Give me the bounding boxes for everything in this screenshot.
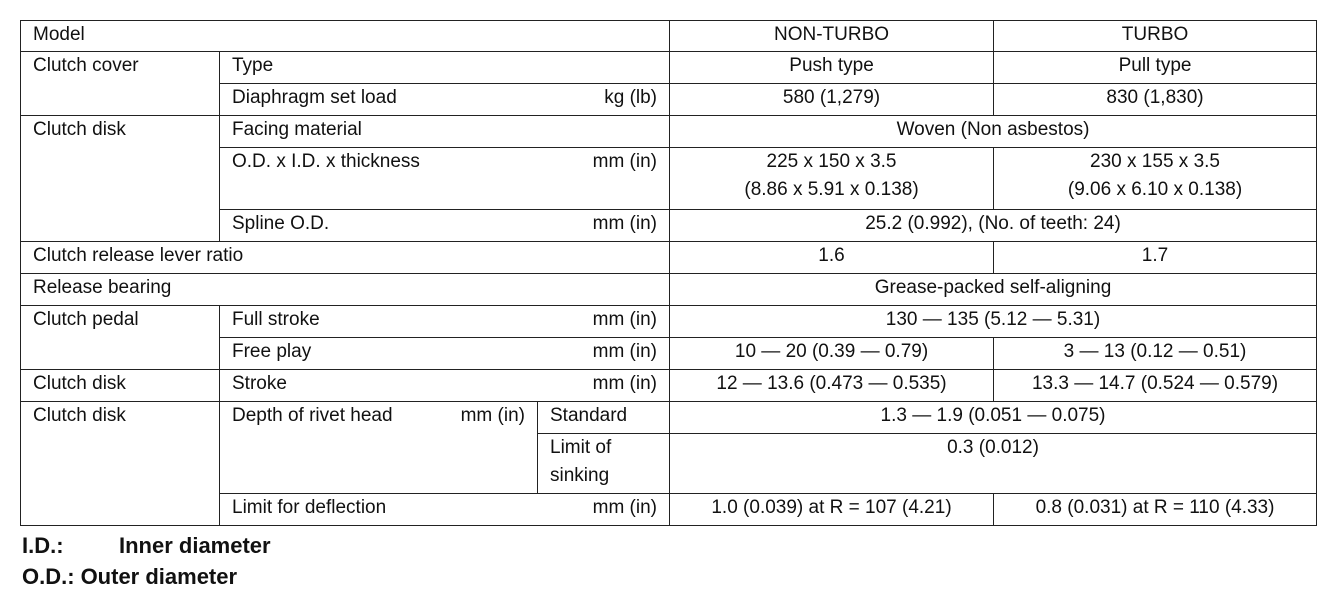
release-lever-label: Clutch release lever ratio <box>21 242 670 274</box>
facing-label: Facing material <box>220 116 670 148</box>
set-load-unit: kg (lb) <box>604 87 658 108</box>
note-id-key: I.D.: <box>22 533 64 558</box>
free-play-cell <box>220 338 670 370</box>
note-od-key: O.D.: <box>22 564 75 589</box>
standard-label: Standard <box>538 402 670 434</box>
dims-turbo <box>994 148 1317 210</box>
deflection-turbo: 0.8 (0.031) at R = 110 (4.33) <box>994 494 1317 526</box>
rivet-unit: mm (in) <box>460 405 525 426</box>
clutch-disk-rivet-label: Clutch disk <box>21 402 220 526</box>
stroke-non-turbo: 12 — 13.6 (0.473 — 0.535) <box>670 370 994 402</box>
release-lever-turbo: 1.7 <box>994 242 1317 274</box>
table-row <box>21 306 1317 338</box>
free-play-unit: mm (in) <box>592 341 658 362</box>
type-non-turbo: Push type <box>670 52 994 84</box>
dims-turbo-line2: (9.06 x 6.10 x 0.138) <box>1067 179 1243 200</box>
clutch-disk-label: Clutch disk <box>21 116 220 242</box>
clutch-cover-label: Clutch cover <box>21 52 220 116</box>
rivet-cell <box>220 402 538 494</box>
type-label: Type <box>220 52 670 84</box>
full-stroke-label: Full stroke <box>232 309 320 330</box>
spline-label: Spline O.D. <box>232 213 330 234</box>
deflection-non-turbo: 1.0 (0.039) at R = 107 (4.21) <box>670 494 994 526</box>
limit-sinking-label <box>538 434 670 494</box>
clutch-pedal-label: Clutch pedal <box>21 306 220 370</box>
limit-sinking-value: 0.3 (0.012) <box>670 434 1317 494</box>
table-row <box>21 242 1317 274</box>
release-lever-non-turbo: 1.6 <box>670 242 994 274</box>
stroke-cell <box>220 370 670 402</box>
deflection-unit: mm (in) <box>592 497 658 518</box>
header-row <box>21 21 1317 52</box>
standard-value: 1.3 — 1.9 (0.051 — 0.075) <box>670 402 1317 434</box>
full-stroke-unit: mm (in) <box>592 309 658 330</box>
note-id-text: Inner diameter <box>119 533 271 558</box>
type-turbo: Pull type <box>994 52 1317 84</box>
dims-label: O.D. x I.D. x thickness <box>232 151 420 172</box>
note-id <box>22 530 271 561</box>
set-load-cell <box>220 84 670 116</box>
header-non-turbo: NON-TURBO <box>670 21 994 52</box>
header-turbo: TURBO <box>994 21 1317 52</box>
dims-non-turbo-line2: (8.86 x 5.91 x 0.138) <box>744 179 919 200</box>
table-row <box>21 402 1317 434</box>
deflection-cell <box>220 494 670 526</box>
table-row <box>21 370 1317 402</box>
clutch-spec-table <box>20 20 1317 526</box>
dims-non-turbo <box>670 148 994 210</box>
table-row <box>21 274 1317 306</box>
release-bearing-value: Grease-packed self-aligning <box>670 274 1317 306</box>
spline-cell <box>220 210 670 242</box>
dims-non-turbo-line1: 225 x 150 x 3.5 <box>766 151 897 172</box>
free-play-turbo: 3 — 13 (0.12 — 0.51) <box>994 338 1317 370</box>
dims-turbo-line1: 230 x 155 x 3.5 <box>1090 151 1220 172</box>
set-load-label: Diaphragm set load <box>232 87 397 108</box>
header-model: Model <box>21 21 670 52</box>
stroke-unit: mm (in) <box>592 373 658 394</box>
abbreviation-notes <box>22 530 271 592</box>
free-play-label: Free play <box>232 341 312 362</box>
deflection-label: Limit for deflection <box>232 497 387 518</box>
stroke-turbo: 13.3 — 14.7 (0.524 — 0.579) <box>994 370 1317 402</box>
rivet-label: Depth of rivet head <box>232 405 393 426</box>
table-row <box>21 116 1317 148</box>
free-play-non-turbo: 10 — 20 (0.39 — 0.79) <box>670 338 994 370</box>
set-load-turbo: 830 (1,830) <box>994 84 1317 116</box>
spline-value: 25.2 (0.992), (No. of teeth: 24) <box>670 210 1317 242</box>
limit-label-line1: Limit of <box>550 437 612 458</box>
release-bearing-label: Release bearing <box>21 274 670 306</box>
note-od <box>22 561 271 592</box>
note-od-text: Outer diameter <box>80 564 238 589</box>
full-stroke-cell <box>220 306 670 338</box>
stroke-label: Stroke <box>232 373 287 394</box>
facing-value: Woven (Non asbestos) <box>670 116 1317 148</box>
dims-unit: mm (in) <box>592 151 658 172</box>
dims-cell <box>220 148 670 210</box>
limit-label-line2: sinking <box>550 465 610 486</box>
set-load-non-turbo: 580 (1,279) <box>670 84 994 116</box>
clutch-disk-stroke-label: Clutch disk <box>21 370 220 402</box>
spline-unit: mm (in) <box>592 213 658 234</box>
table-row <box>21 52 1317 84</box>
full-stroke-value: 130 — 135 (5.12 — 5.31) <box>670 306 1317 338</box>
